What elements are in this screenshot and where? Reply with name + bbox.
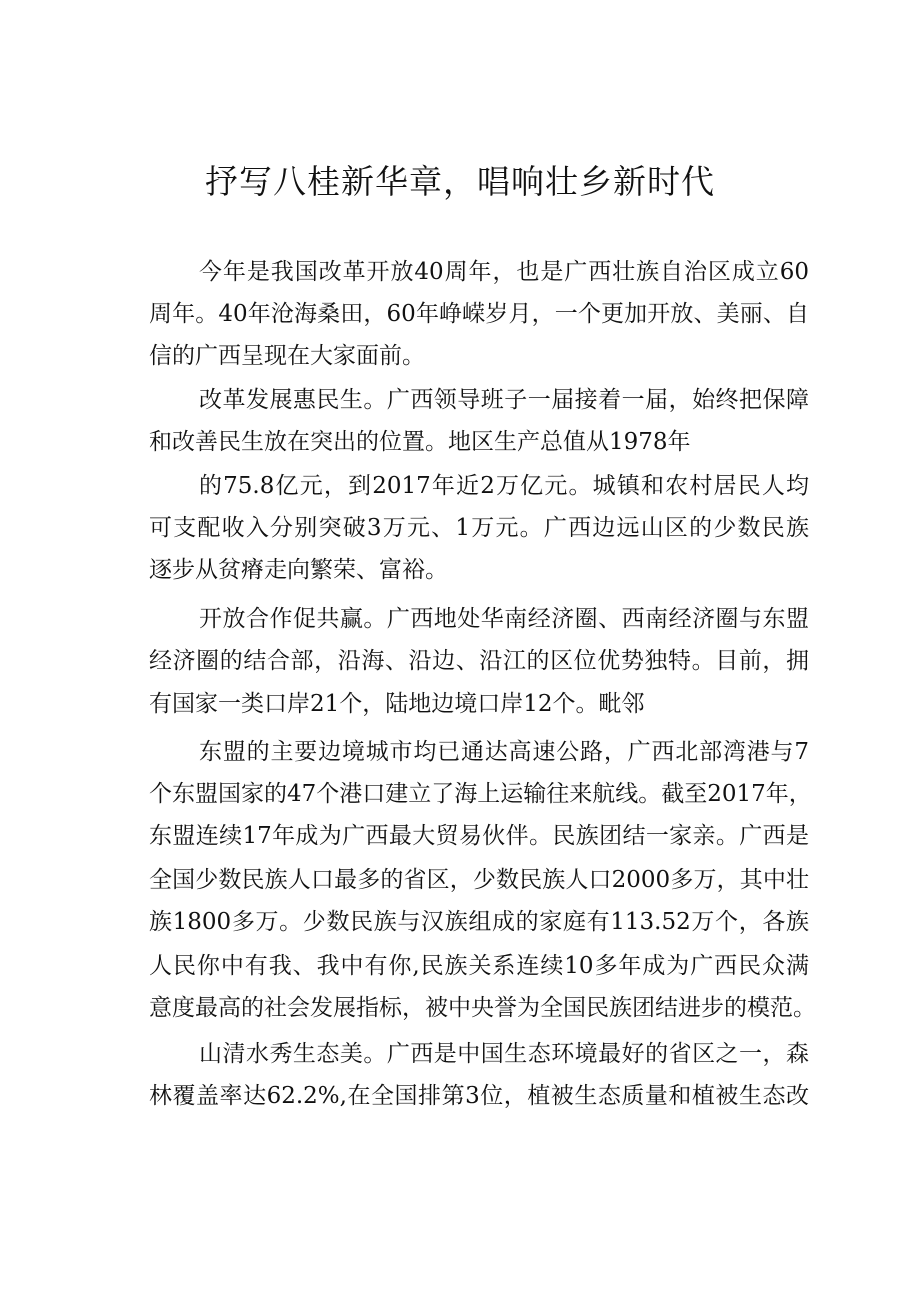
text-line: 意度最高的社会发展指标，被中央誉为全国民族团结进步的模范。 [149,995,816,1021]
text-line: 人民你中有我、我中有你,民族关系连续10多年成为广西民众满 [149,953,809,979]
text-line: 的75.8亿元，到2017年近2万亿元。城镇和农村居民人均 [199,473,809,499]
text-line: 可支配收入分别突破3万元、1万元。广西边远山区的少数民族 [149,515,809,541]
text-line: 经济圈的结合部，沿海、沿边、沿江的区位优势独特。目前，拥 [149,648,809,674]
text-line: 有国家一类口岸21个，陆地边境口岸12个。毗邻 [149,691,645,717]
text-line: 开放合作促共赢。广西地处华南经济圈、西南经济圈与东盟 [199,606,809,632]
text-line: 周年。40年沧海桑田，60年峥嵘岁月，一个更加开放、美丽、自 [149,301,809,327]
text-line: 和改善民生放在突出的位置。地区生产总值从1978年 [149,429,691,455]
text-line: 逐步从贫瘠走向繁荣、富裕。 [149,557,448,583]
text-line: 山清水秀生态美。广西是中国生态环境最好的省区之一，森 [199,1041,809,1067]
text-line: 改革发展惠民生。广西领导班子一届接着一届，始终把保障 [199,387,809,413]
text-line: 全国少数民族人口最多的省区，少数民族人口2000多万，其中壮 [149,867,809,893]
text-line: 东盟的主要边境城市均已通达高速公路，广西北部湾港与7 [199,739,809,765]
text-line: 信的广西呈现在大家面前。 [149,343,425,369]
text-line: 个东盟国家的47个港口建立了海上运输往来航线。截至2017年， [149,781,812,807]
text-line: 族1800多万。少数民族与汉族组成的家庭有113.52万个，各族 [149,909,809,935]
document-title: 抒写八桂新华章，唱响壮乡新时代 [205,162,715,201]
text-line: 今年是我国改革开放40周年，也是广西壮族自治区成立60 [199,259,809,285]
text-line: 东盟连续17年成为广西最大贸易伙伴。民族团结一家亲。广西是 [149,823,809,849]
text-line: 林覆盖率达62.2%,在全国排第3位，植被生态质量和植被生态改 [149,1083,809,1109]
